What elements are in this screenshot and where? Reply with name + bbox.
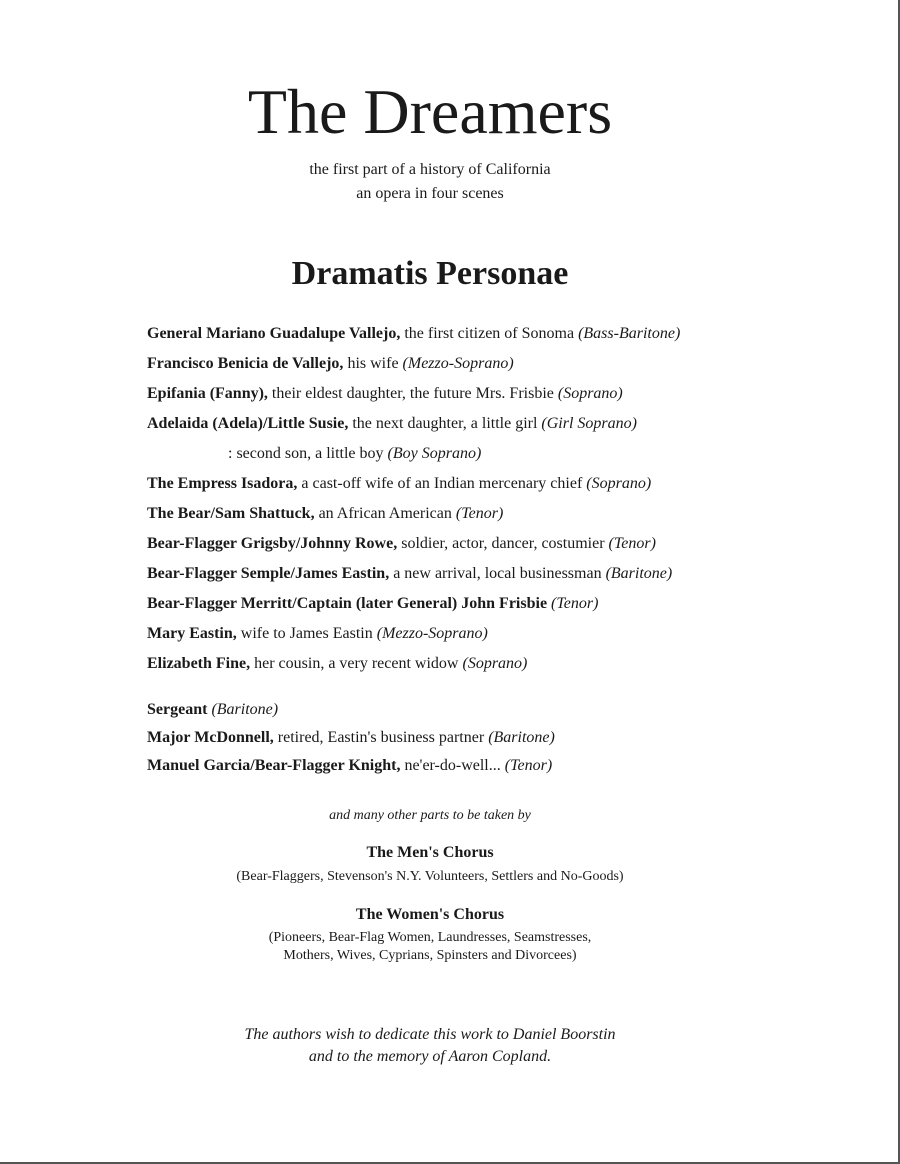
role-desc: an African American <box>314 505 456 522</box>
role-line <box>147 532 867 556</box>
role-voice: (Baritone) <box>211 701 279 718</box>
role-line <box>147 472 867 496</box>
role-line <box>228 442 900 466</box>
womens-chorus-desc-line-1: (Pioneers, Bear-Flag Women, Laundresses, Seamstresses, <box>268 930 592 945</box>
role-name: Major McDonnell, <box>147 729 274 746</box>
role-name: Francisco Benicia de Vallejo, <box>147 355 344 372</box>
womens-chorus-desc-line-2: Mothers, Wives, Cyprians, Spinsters and Divorcees) <box>283 948 577 963</box>
role-line <box>147 502 867 526</box>
role-voice: (Girl Soprano) <box>541 415 637 432</box>
mens-chorus-title: The Men's Chorus <box>366 844 494 861</box>
role-voice: (Tenor) <box>551 595 599 612</box>
role-voice: (Mezzo-Soprano) <box>402 355 514 372</box>
role-voice: (Bass-Baritone) <box>578 325 681 342</box>
role-voice: (Soprano) <box>557 385 623 402</box>
role-line <box>147 592 867 616</box>
role-desc: her cousin, a very recent widow <box>250 655 463 672</box>
womens-chorus-title: The Women's Chorus <box>355 906 505 923</box>
role-voice: (Mezzo-Soprano) <box>376 625 488 642</box>
role-line <box>147 382 867 406</box>
role-desc: : second son, a little boy <box>228 445 388 462</box>
role-desc: their eldest daughter, the future Mrs. Frisbie <box>267 385 558 402</box>
role-voice: (Baritone) <box>605 565 673 582</box>
role-desc: retired, Eastin's business partner <box>273 729 489 746</box>
role-line <box>147 412 867 436</box>
role-name: Epifania (Fanny), <box>147 385 268 402</box>
role-voice: (Tenor) <box>608 535 656 552</box>
role-voice: (Boy Soprano) <box>387 445 482 462</box>
role-line <box>147 726 867 750</box>
role-name: Mary Eastin, <box>147 625 237 642</box>
role-name: Adelaida (Adela)/Little Susie, <box>147 415 349 432</box>
role-line <box>147 322 867 346</box>
mens-chorus-desc: (Bear-Flaggers, Stevenson's N.Y. Volunteers, Settlers and No-Goods) <box>236 869 624 884</box>
role-voice: (Soprano) <box>462 655 528 672</box>
role-name: Manuel Garcia/Bear-Flagger Knight, <box>147 757 401 774</box>
subtitle-line-2: an opera in four scenes <box>356 185 504 202</box>
role-name: The Bear/Sam Shattuck, <box>147 505 315 522</box>
other-parts-note: and many other parts to be taken by <box>329 808 531 823</box>
role-desc: ne'er-do-well... <box>400 757 505 774</box>
role-desc: the first citizen of Sonoma <box>400 325 579 342</box>
role-name: Elizabeth Fine, <box>147 655 251 672</box>
role-name: The Empress Isadora, <box>147 475 298 492</box>
role-name: Bear-Flagger Merritt/Captain (later General) John Frisbie <box>147 595 548 612</box>
role-desc: a cast-off wife of an Indian mercenary chief <box>297 475 587 492</box>
dedication-line-1: The authors wish to dedicate this work to Daniel Boorstin <box>244 1026 616 1043</box>
role-line <box>147 698 867 722</box>
subtitle-line-1: the first part of a history of California <box>309 161 551 178</box>
role-name: Bear-Flagger Semple/James Eastin, <box>147 565 390 582</box>
role-desc: wife to James Eastin <box>236 625 377 642</box>
role-line <box>147 352 867 376</box>
role-desc: the next daughter, a little girl <box>348 415 542 432</box>
role-desc: soldier, actor, dancer, costumier <box>397 535 609 552</box>
section-heading: Dramatis Personae <box>291 255 569 292</box>
role-desc: a new arrival, local businessman <box>389 565 606 582</box>
role-line <box>147 622 867 646</box>
dedication-line-2: and to the memory of Aaron Copland. <box>308 1048 552 1065</box>
role-voice: (Tenor) <box>455 505 504 522</box>
role-line <box>147 562 867 586</box>
role-line <box>147 652 867 676</box>
role-desc: his wife <box>343 355 403 372</box>
role-name: Sergeant <box>147 701 208 718</box>
role-line <box>147 754 867 778</box>
role-name: Bear-Flagger Grigsby/Johnny Rowe, <box>147 535 398 552</box>
page-title: The Dreamers <box>247 76 613 147</box>
role-voice: (Baritone) <box>488 729 555 746</box>
role-voice: (Tenor) <box>504 757 553 774</box>
role-voice: (Soprano) <box>586 475 652 492</box>
role-name: General Mariano Guadalupe Vallejo, <box>147 325 401 342</box>
